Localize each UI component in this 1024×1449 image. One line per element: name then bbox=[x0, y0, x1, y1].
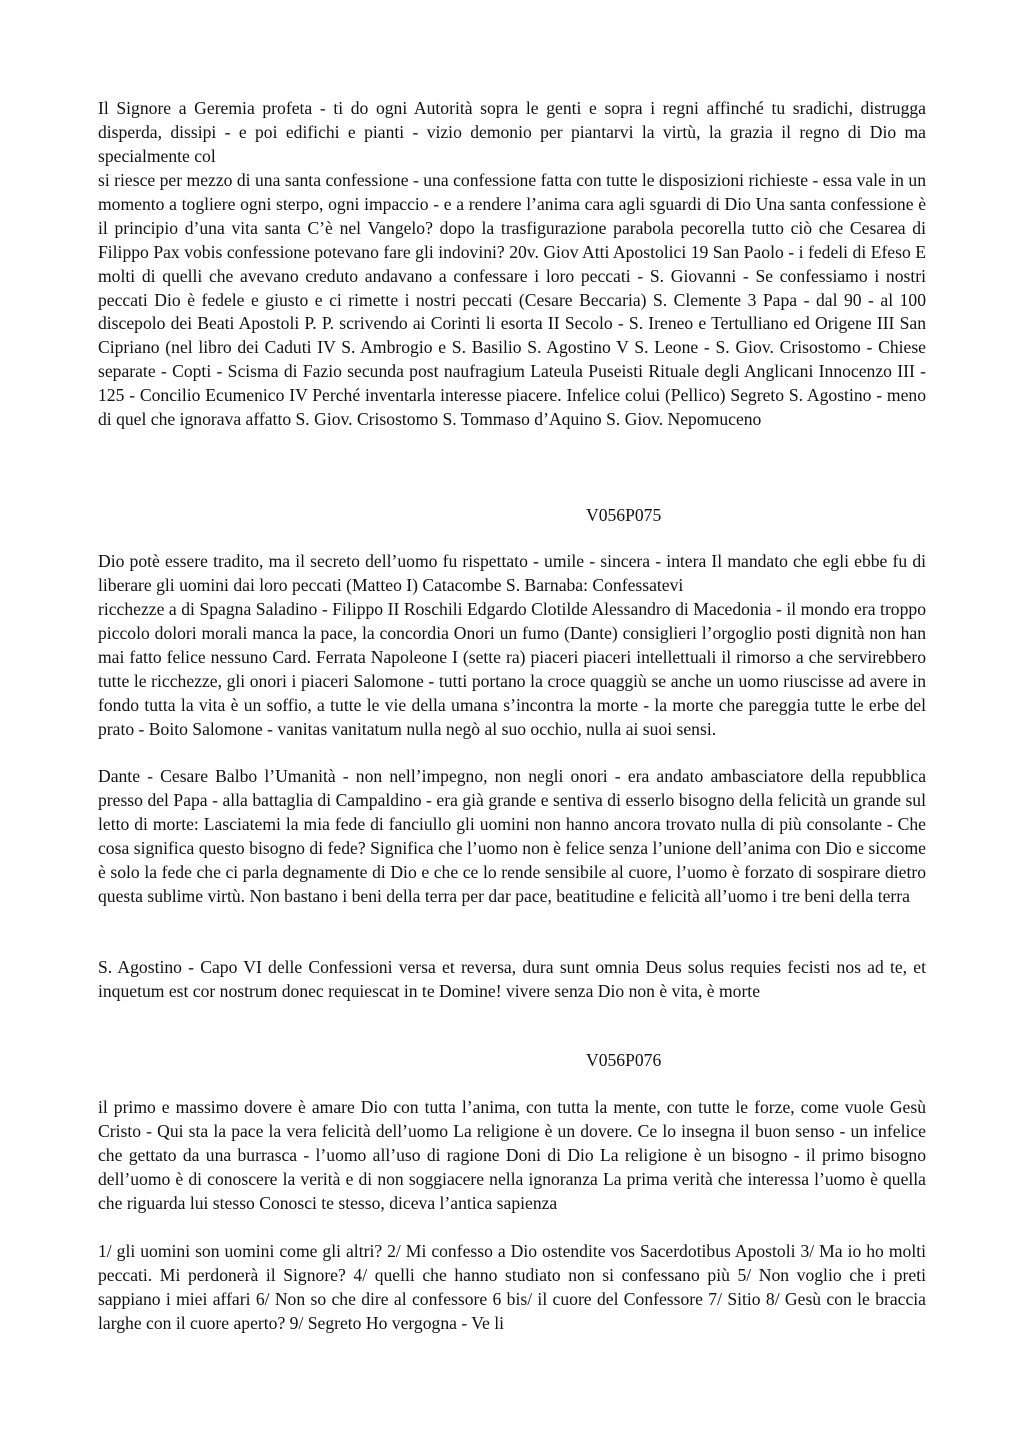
paragraph: Il Signore a Geremia profeta - ti do ogni Autorità sopra le genti e sopra i regni affinché tu sradichi, distrugga disperda, dissipi - e poi edifichi e pianti - vizio demonio per piantarvi la virtù, la grazia il regno di Dio ma specialmente col bbox=[98, 98, 926, 166]
paragraph: il primo e massimo dovere è amare Dio con tutta l’anima, con tutta la mente, con tutte le forze, come vuole Gesù Cristo - Qui sta la pace la vera felicità dell’uomo La religione è un dovere. Ce lo insegna il buon senso - un infelice che gettato da una burrasca - l’uomo all’uso di ragione Doni di Dio La religione è un bisogno - il primo bisogno dell’uomo è di conoscere la verità e di non soggiacere nella ignoranza La prima verità che interessa l’uomo è quella che riguarda lui stesso Conosci te stesso, diceva l’antica sapienza bbox=[98, 1097, 926, 1213]
paragraph: 1/ gli uomini son uomini come gli altri? 2/ Mi confesso a Dio ostendite vos Sacerdotibus Apostoli 3/ Ma io ho molti peccati. Mi perdonerà il Signore? 4/ quelli che hanno studiato non si confessano più 5/ Non voglio che i preti sappiano i miei affari 6/ Non so che dire al confessore 6 bis/ il cuore del Confessore 7/ Sitio 8/ Gesù con le braccia larghe con il cuore aperto? 9/ Segreto Ho vergogna - Ve li bbox=[98, 1241, 926, 1333]
paragraph: ricchezze a di Spagna Saladino - Filippo II Roschili Edgardo Clotilde Alessandro di Macedonia - il mondo era troppo piccolo dolori morali manca la pace, la concordia Onori un fumo (Dante) consiglieri l’orgoglio posti dignità non han mai fatto felice nessuno Card. Ferrata Napoleone I (sette ra) piaceri piaceri intellettuali il rimorso a che servirebbero tutte le ricchezze, gli onori i piaceri Salomone - tutti portano la croce quaggiù se anche un uomo riuscisse ad avere in fondo tutta la vita è un soffio, a tutte le vie della umana s’incontra la morte - la morte che pareggia tutte le erbe del prato - Boito Salomone - vanitas vanitatum nulla negò al suo occhio, nulla ai suoi sensi. bbox=[98, 599, 926, 739]
paragraph: S. Agostino - Capo VI delle Confessioni versa et reversa, dura sunt omnia Deus solus requies fecisti nos ad te, et inquetum est cor nostrum donec requiescat in te Domine! vivere senza Dio non è vita, è morte bbox=[98, 957, 926, 1001]
paragraph: Dio potè essere tradito, ma il secreto dell’uomo fu rispettato - umile - sincera - intera Il mandato che egli ebbe fu di liberare gli uomini dai loro peccati (Matteo I) Catacombe S. Barnaba: Confessatevi bbox=[98, 551, 926, 595]
paragraph: Dante - Cesare Balbo l’Umanità - non nell’impegno, non negli onori - era andato ambasciatore della repubblica presso del Papa - alla battaglia di Campaldino - era già grande e sentiva di esserlo bisogno della felicità un grande sul letto di morte: Lasciatemi la mia fede di fanciullo gli uomini non hanno ancora trovato nulla di più consolante - Che cosa significa questo bisogno di fede? Significa che l’uomo non è felice senza l’unione dell’anima con Dio e siccome è solo la fede che ci parla degnamente di Dio e che ce lo rende sensibile al cuore, l’uomo è forzato di sospirare dietro questa sublime virtù. Non bastano i beni della terra per dar pace, beatitudine e felicità all’uomo i tre beni della terra bbox=[98, 766, 926, 906]
page-reference-heading: V056P075 bbox=[586, 505, 662, 525]
paragraph: si riesce per mezzo di una santa confessione - una confessione fatta con tutte le disposizioni richieste - essa vale in un momento a togliere ogni sterpo, ogni impaccio - e a rendere l’anima cara agli sguardi di Dio Una santa confessione è il principio d’una vita santa C’è nel Vangelo? dopo la trasfigurazione parabola pecorella tutto ciò che Cesarea di Filippo Pax vobis confessione potevano fare gli indovini? 20v. Giov Atti Apostolici 19 San Paolo - i fedeli di Efeso E molti di quelli che avevano creduto andavano a confessare i loro peccati - S. Giovanni - Se confessiamo i nostri peccati Dio è fedele e giusto e ci rimette i nostri peccati (Cesare Beccaria) S. Clemente 3 Papa - dal 90 - al 100 discepolo dei Beati Apostoli P. P. scrivendo ai Corinti li esorta II Secolo - S. Ireneo e Tertulliano ed Origene III San Cipriano (nel libro dei Caduti IV S. Ambrogio e S. Basilio S. Agostino V S. Leone - S. Giov. Crisostomo - Chiese separate - Copti - Scisma di Fazio secunda post naufragium Lateula Puseisti Rituale degli Anglicani Innocenzo III - 125 - Concilio Ecumenico IV Perché inventarla interesse piacere. Infelice colui (Pellico) Segreto S. Agostino - meno di quel che ignorava affatto S. Giov. Crisostomo S. Tommaso d’Aquino S. Giov. Nepomuceno bbox=[98, 170, 926, 430]
page-reference-heading: V056P076 bbox=[586, 1050, 662, 1070]
